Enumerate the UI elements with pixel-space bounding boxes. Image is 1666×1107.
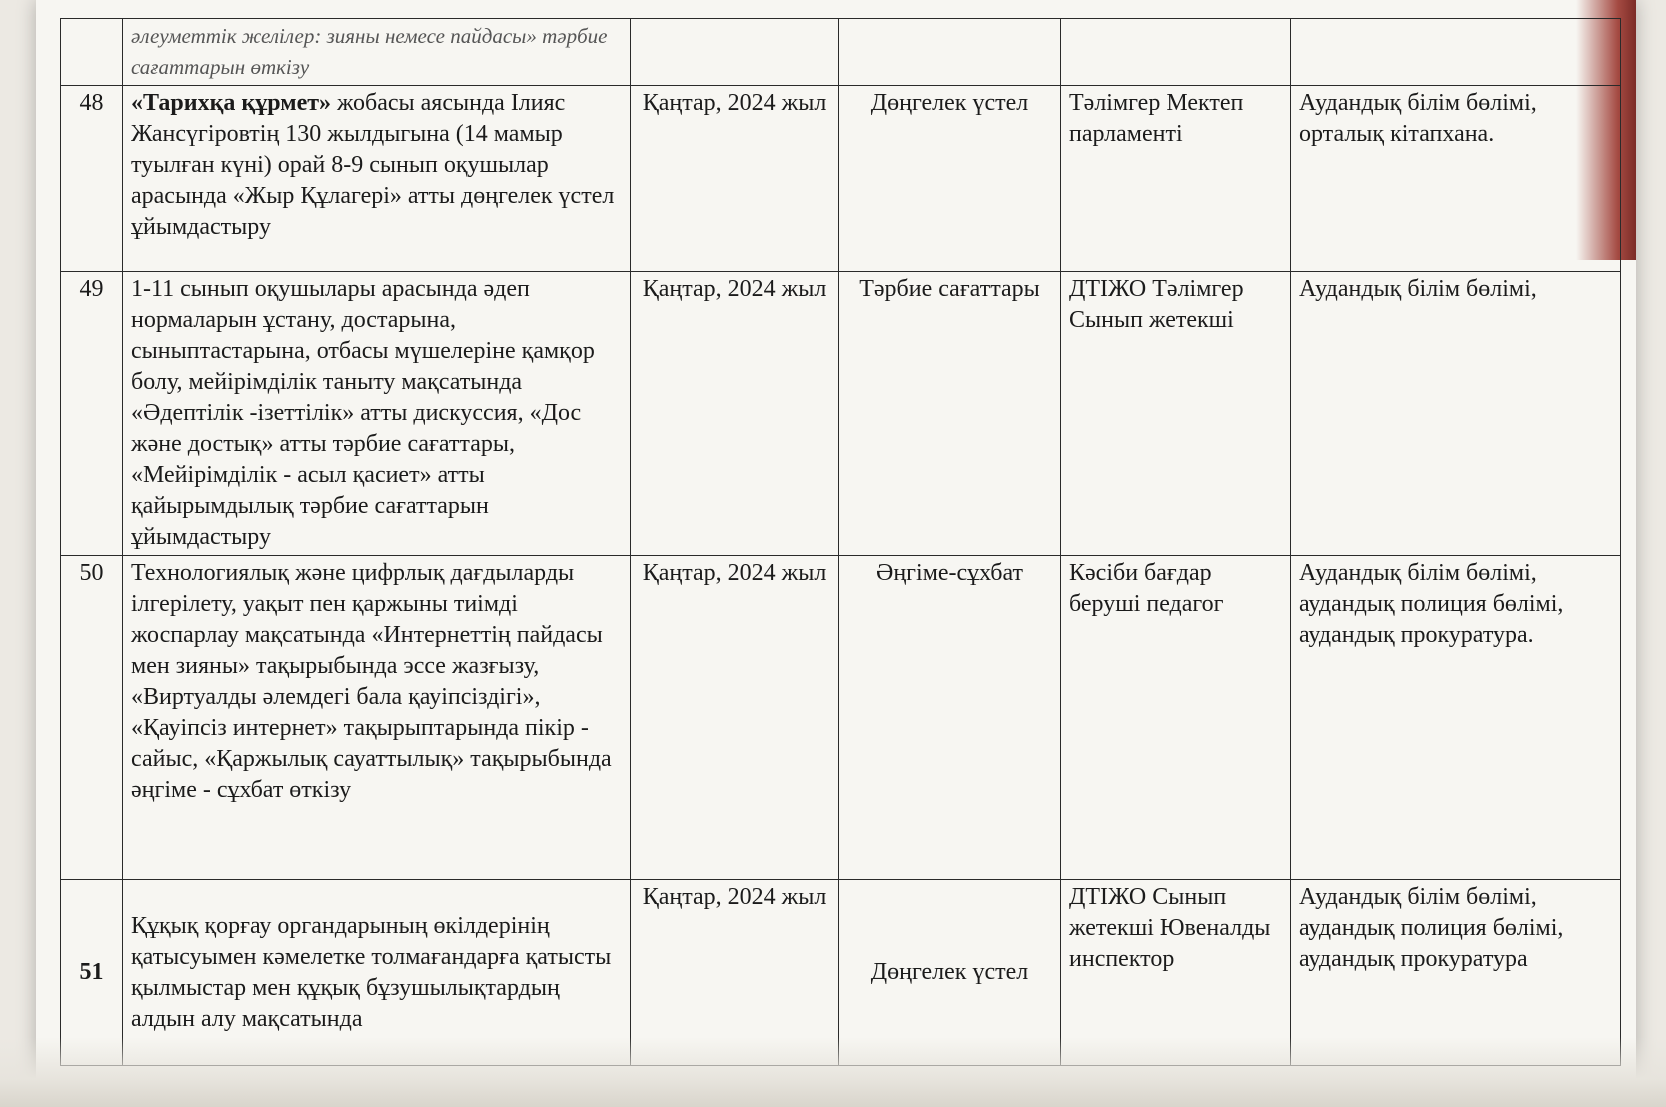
cell-activity: Құқық қорғау органдарының өкілдерінің қатысуымен кәмелетке толмағандарға қатысты қылмыстар мен құқық бұзушылықтардың алдын алу мақсатында [123, 880, 631, 1066]
cell-form: Дөңгелек үстел [839, 880, 1061, 1066]
table-row-49 [61, 272, 1621, 556]
cell-responsible: ДТІЖО Тәлімгер Сынып жетекші [1061, 272, 1291, 556]
cell-num: 48 [61, 86, 123, 272]
document-page [36, 0, 1636, 1107]
cell-activity: әлеуметтік желілер: зияны немесе пайдасы» тәрбие сағаттарын өткізу [123, 19, 631, 86]
cell-partners: Аудандық білім бөлімі, аудандық полиция бөлімі, аудандық прокуратура [1291, 880, 1621, 1066]
cell-date: Қаңтар, 2024 жыл [631, 556, 839, 880]
cell-num: 50 [61, 556, 123, 880]
cell-activity: Технологиялық және цифрлық дағдыларды ілгерілету, уақыт пен қаржыны тиімді жоспарлау мақсатында «Интернеттің пайдасы мен зияны» тақырыбында эссе жазғызу, «Виртуалды әлемдегі бала қауіпсіздігі», «Қауіпсіз интернет» тақырыптарында пікір - сайыс, «Қаржылық сауаттылық» тақырыбында әңгіме - сұхбат өткізу [123, 556, 631, 880]
cell-partners: Аудандық білім бөлімі, [1291, 272, 1621, 556]
cell-form: Тәрбие сағаттары [839, 272, 1061, 556]
cell-num [61, 19, 123, 86]
cell-responsible: ДТІЖО Сынып жетекші Ювеналды инспектор [1061, 880, 1291, 1066]
cell-partners: Аудандық білім бөлімі, орталық кітапхана. [1291, 86, 1621, 272]
cell-responsible: Кәсіби бағдар беруші педагог [1061, 556, 1291, 880]
page-edge-shadow [0, 1037, 1666, 1107]
cell-num: 49 [61, 272, 123, 556]
cell-date: Қаңтар, 2024 жыл [631, 86, 839, 272]
plan-table [60, 18, 1621, 1066]
cell-responsible: Тәлімгер Мектеп парламенті [1061, 86, 1291, 272]
table-row-50 [61, 556, 1621, 880]
cell-activity: 1-11 сынып оқушылары арасында әдеп нормаларын ұстану, достарына, сыныптастарына, отбасы мүшелеріне қамқор болу, мейірімділік таныту мақсатында «Әдептілік -ізеттілік» атты дискуссия, «Дос және достық» атты тәрбие сағаттары, «Мейірімділік - асыл қасиет» атты қайырымдылық тәрбие сағаттарын ұйымдастыру [123, 272, 631, 556]
cell-date: Қаңтар, 2024 жыл [631, 272, 839, 556]
cell-num: 51 [61, 880, 123, 1066]
cell-date: Қаңтар, 2024 жыл [631, 880, 839, 1066]
cell-form: Дөңгелек үстел [839, 86, 1061, 272]
cell-activity: «Тарихқа құрмет» жобасы аясында Ілияс Жансүгіровтің 130 жылдыгына (14 мамыр туылған күні) орай 8-9 сынып оқушылар арасында «Жыр Құлагері» атты дөңгелек үстел ұйымдастыру [123, 86, 631, 272]
cell-form: Әңгіме-сұхбат [839, 556, 1061, 880]
table-row-prev [61, 19, 1621, 86]
cell-partners: Аудандық білім бөлімі, аудандық полиция бөлімі, аудандық прокуратура. [1291, 556, 1621, 880]
table-row-48 [61, 86, 1621, 272]
